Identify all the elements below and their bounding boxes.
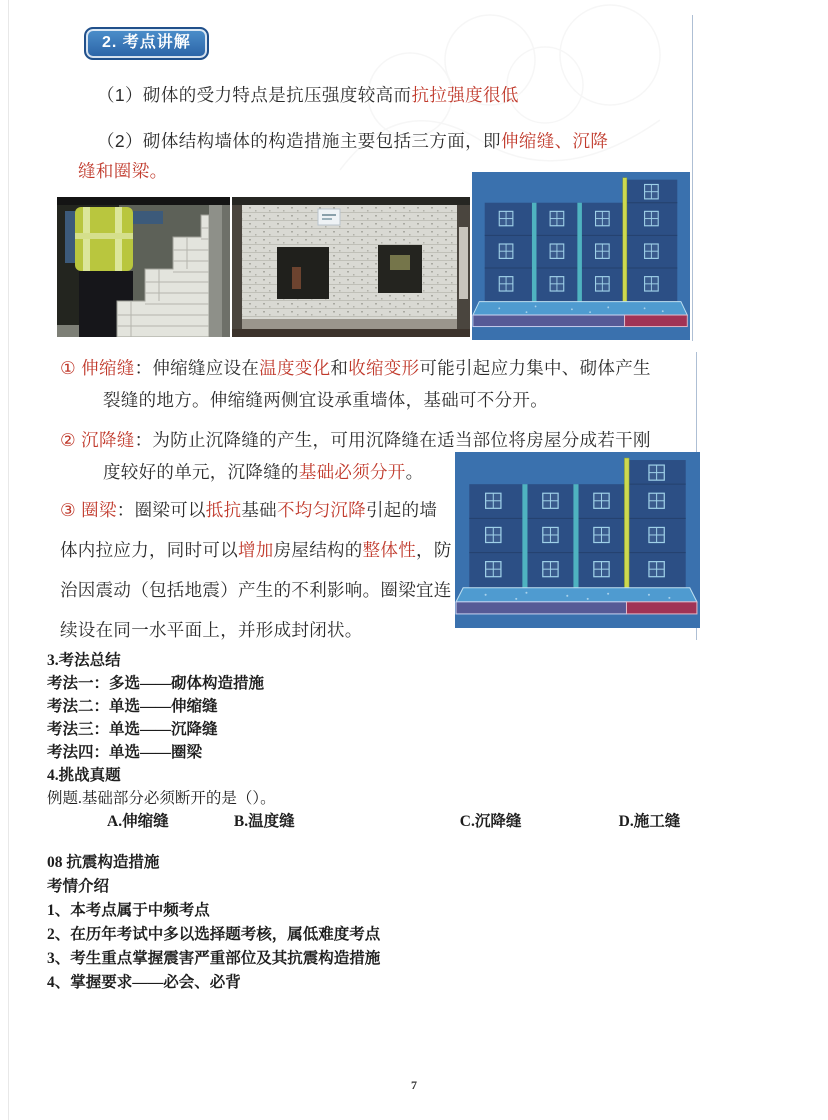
window-opening-left [277,247,329,299]
ground-strip [456,588,697,602]
ground-strip [473,302,687,315]
section-08-item: 2、在历年考试中多以选择题考核，属低难度考点 [47,926,381,943]
foundation-left [456,602,626,614]
exam-notes-block [47,649,797,833]
foundation-right [625,315,688,327]
bullet-expansion-joint: ① 伸缩缝：伸缩缝应设在温度变化和收缩变形可能引起应力集中、砌体产生 裂缝的地方。伸缩缝两侧宜设承重墙体，基础可不分开。 [60,358,651,410]
intro-block [57,80,707,186]
bullet-ring-beam: ③ 圈梁：圈梁可以抵抗基础不均匀沉降引起的墙 体内拉应力，同时可以增加房屋结构的整体性，防 治因震动（包括地震）产生的不利影响。圈梁宜连 续设在同一水平面上，并形成封闭状。 [60,500,452,640]
option-d: D.施工缝 [618,813,681,830]
summary-item: 考法四：单选——圈梁 [47,744,203,761]
bay-divider [577,203,582,302]
building-joint-diagram-2 [455,452,700,628]
building-joint-diagram-1 [472,172,690,340]
section-08-item: 3、考生重点掌握震害严重部位及其抗震构造措施 [47,950,381,967]
answer-options-row [47,810,797,833]
expansion-joint-line [623,178,627,315]
option-a: A.伸缩缝 [107,813,169,830]
brick-wall-surface [242,205,457,327]
settlement-joint-line [624,458,629,602]
background-doorway [459,227,468,299]
bullet-settlement-joint: ② 沉降缝：为防止沉降缝的产生，可用沉降缝在适当部位将房屋分成若干刚 度较好的单元，沉降缝的基础必须分开。 [60,430,651,482]
page-number: 7 [411,1078,417,1092]
section-badge [84,27,209,60]
paragraph-construction-measures: （2）砌体结构墙体的构造措施主要包括三方面，即伸缩缝、沉降 缝和圈梁。 [78,131,609,181]
bay-divider [522,484,527,588]
section-badge-label: 2. 考点讲解 [102,34,191,51]
option-c: C.沉降缝 [459,813,522,830]
summary-item: 考法三：单选——沉降缝 [47,721,218,738]
summary-item: 考法二：单选——伸缩缝 [47,698,218,715]
foundation-right [627,602,697,614]
wall-sign [318,209,340,225]
challenge-title: 4.挑战真题 [47,767,121,784]
section-08-subtitle: 考情介绍 [47,878,110,895]
bay-divider [532,203,537,302]
summary-item: 考法一：多选——砌体构造措施 [47,675,265,692]
photo-brick-wall [232,197,470,337]
paragraph-compressive-strength: （1）砌体的受力特点是抗压强度较高而抗拉强度很低 [97,85,519,105]
summary-title: 3.考法总结 [47,652,121,669]
page-edge-line [8,0,9,1120]
challenge-question: 例题.基础部分必须断开的是（）。 [47,790,276,807]
photo-bricklaying-worker [57,197,230,337]
section-08-item: 4、掌握要求——必会、必背 [47,974,241,991]
section-08-item: 1、本考点属于中频考点 [47,902,210,919]
option-b: B.温度缝 [233,813,295,830]
concrete-column [209,205,222,337]
bay-divider [573,484,578,588]
section-08-block [47,851,797,995]
section-08-title: 08 抗震构造措施 [47,854,160,871]
foundation-left [473,315,625,327]
